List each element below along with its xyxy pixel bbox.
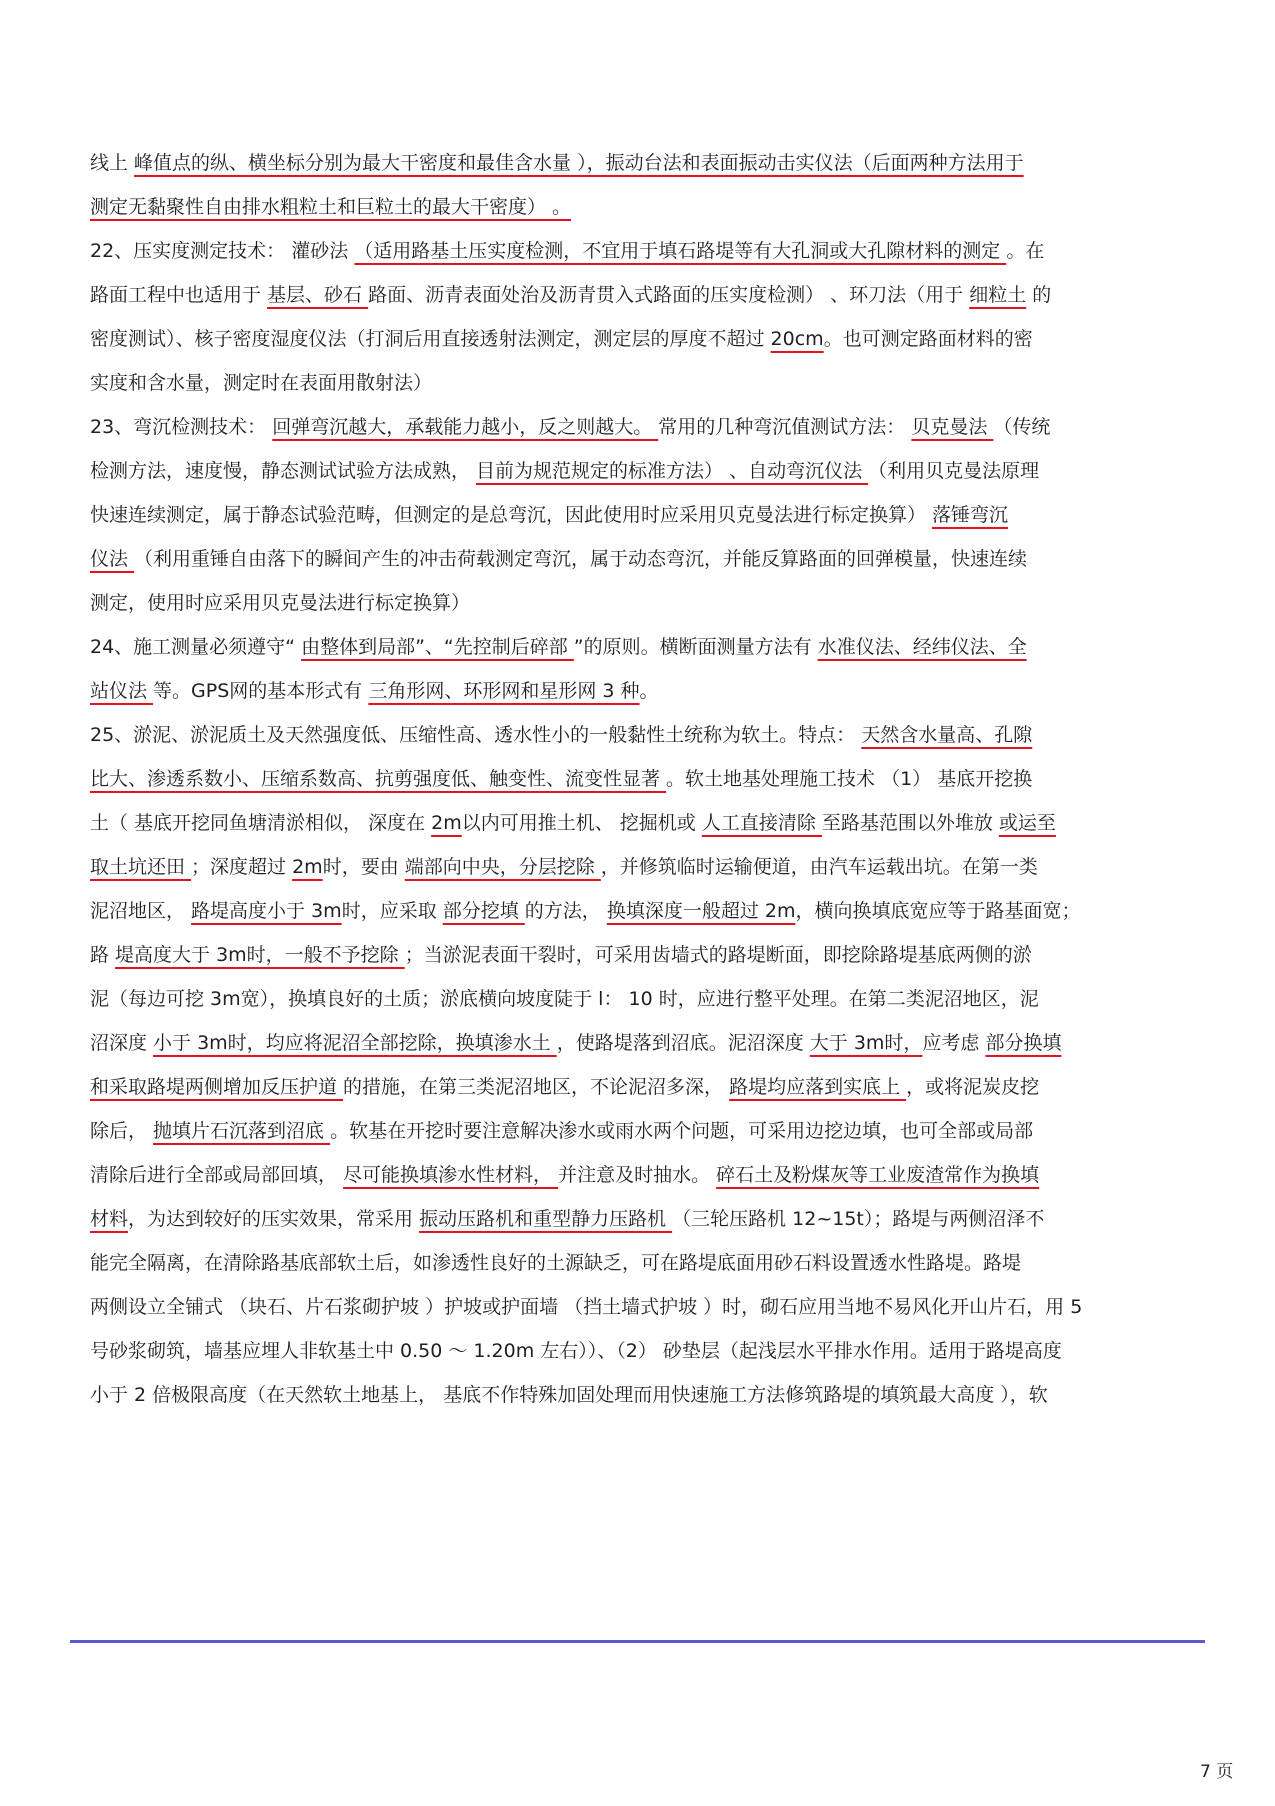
text-line — [90, 544, 1190, 574]
underlined-answer: 部分挖填 — [442, 900, 525, 922]
underlined-answer: 测定无黏聚性自由排水粗粒土和巨粒土的最大干密度） 。 — [90, 196, 572, 218]
underlined-answer: 落锤弯沉 — [932, 504, 1009, 526]
text-segment: 路面、沥青表面处治及沥青贯入式路面的压实度检测） 、环刀法（用于 — [368, 284, 970, 306]
underlined-answer: 堤高度大于 3m时，一般不予挖除 — [115, 944, 405, 966]
text-segment: ，使路堤落到沼底。泥沼深度 — [556, 1032, 810, 1054]
underlined-answer: 小于 3m时，均应将泥沼全部挖除，换填渗水土 — [153, 1032, 557, 1054]
text-line — [90, 280, 1190, 310]
underlined-answer: 取土坑还田 — [90, 856, 192, 878]
text-segment: 的方法， — [524, 900, 607, 922]
text-segment: 能完全隔离，在清除路基底部软土后，如渗透性良好的土源缺乏，可在路堤底面用砂石料设置透水性路堤。路堤 — [90, 1252, 1022, 1274]
underlined-answer: 部分换填 — [985, 1032, 1062, 1054]
text-line — [90, 1028, 1190, 1058]
text-segment: 应考虑 — [922, 1032, 986, 1054]
text-segment: 24、施工测量必须遵守“ — [90, 636, 302, 658]
text-segment: ，或将泥炭皮挖 — [906, 1076, 1040, 1098]
text-line — [90, 896, 1190, 926]
text-line — [90, 148, 1190, 178]
text-segment: 实度和含水量，测定时在表面用散射法） — [90, 372, 433, 394]
underlined-answer: 和采取路堤两侧增加反压护道 — [90, 1076, 344, 1098]
text-segment: 路面工程中也适用于 — [90, 284, 268, 306]
text-line — [90, 1116, 1190, 1146]
text-line — [90, 852, 1190, 882]
underlined-answer: （适用路基土压实度检测，不宜用于填石路堤等有大孔洞或大孔隙材料的测定 — [354, 240, 1007, 262]
underlined-answer: 比大、渗透系数小、压缩系数高、抗剪强度低、触变性、流变性显著 — [90, 768, 667, 790]
text-segment: 小于 2 倍极限高度（在天然软土地基上， 基底不作特殊加固处理而用快速施工方法修筑路堤的填筑最大高度 ），软 — [90, 1384, 1048, 1406]
text-segment: 两侧设立全铺式 （块石、片石浆砌护坡 ）护坡或护面墙 （挡土墙式护坡 ）时，砌石应用当地不易风化开山片石，用 5 — [90, 1296, 1083, 1318]
text-line — [90, 1336, 1190, 1366]
text-segment: 。软土地基处理施工技术 （1） 基底开挖换 — [666, 768, 1033, 790]
underlined-answer: 水准仪法、经纬仪法、全 — [817, 636, 1027, 658]
bottom-rule — [70, 1640, 1205, 1643]
text-line — [90, 588, 1190, 618]
text-segment: 快速连续测定，属于静态试验范畴，但测定的是总弯沉，因此使用时应采用贝克曼法进行标定换算） — [90, 504, 933, 526]
text-segment: 泥（每边可挖 3m宽），换填良好的土质；淤底横向坡度陡于 l： 10 时，应进行整平处理。在第二类泥沼地区，泥 — [90, 988, 1039, 1010]
text-line — [90, 1292, 1190, 1322]
text-segment: （传统 — [993, 416, 1051, 438]
underlined-answer: 路堤高度小于 3m — [191, 900, 342, 922]
underlined-answer: 材料 — [90, 1208, 129, 1230]
text-segment: ”的原则。横断面测量方法有 — [573, 636, 818, 658]
underlined-answer: 基层、砂石 — [267, 284, 369, 306]
text-segment: ；深度超过 — [191, 856, 293, 878]
text-segment: 路 — [90, 944, 116, 966]
underlined-answer: 振动压路机和重型静力压路机 — [419, 1208, 673, 1230]
text-segment: 泥沼地区， — [90, 900, 192, 922]
text-segment: 。也可测定路面材料的密 — [823, 328, 1033, 350]
underlined-answer: 站仪法 — [90, 680, 154, 702]
text-segment: ，并修筑临时运输便道，由汽车运载出坑。在第一类 — [600, 856, 1038, 878]
underlined-answer: 抛填片石沉落到沼底 — [153, 1120, 331, 1142]
text-line — [90, 236, 1190, 266]
text-segment: 23、弯沉检测技术： — [90, 416, 273, 438]
text-segment: 除后， — [90, 1120, 154, 1142]
underlined-answer: 由整体到局部”、“先控制后碎部 — [301, 636, 574, 658]
underlined-answer: 碎石土及粉煤灰等工业废渣常作为换填 — [716, 1164, 1040, 1186]
text-line — [90, 940, 1190, 970]
text-segment: （三轮压路机 12~15t）；路堤与两侧沼泽不 — [672, 1208, 1045, 1230]
underlined-answer: 天然含水量高、孔隙 — [861, 724, 1033, 746]
underlined-answer: 目前为规范规定的标准方法） 、自动弯沉仪法 — [476, 460, 869, 482]
underlined-answer: 2m — [292, 856, 323, 878]
text-segment: 号砂浆砌筑，墙基应埋人非软基土中 0.50 ～ 1.20m 左右））、（2） 砂垫层（起浅层水平排水作用。适用于路堤高度 — [90, 1340, 1062, 1362]
underlined-answer: ，振动台法和表面振动击实仪法（后面两种方法用于 — [586, 152, 1024, 174]
text-line — [90, 632, 1190, 662]
text-segment: 时，要由 — [322, 856, 405, 878]
text-line — [90, 984, 1190, 1014]
underlined-answer: 端部向中央，分层挖除 — [404, 856, 601, 878]
underlined-answer: 贝克曼法 — [911, 416, 994, 438]
underlined-answer: 尽可能换填渗水性材料， — [343, 1164, 559, 1186]
text-segment: 25、淤泥、淤泥质土及天然强度低、压缩性高、透水性小的一般黏性土统称为软土。特点： — [90, 724, 862, 746]
underlined-answer: 或运至 — [998, 812, 1056, 834]
underlined-answer: 人工直接清除 — [701, 812, 822, 834]
text-segment: 常用的几种弯沉值测试方法： — [658, 416, 912, 438]
underlined-answer: 细粒土 — [969, 284, 1027, 306]
text-line — [90, 1072, 1190, 1102]
text-line — [90, 324, 1190, 354]
text-line — [90, 412, 1190, 442]
text-segment: ；当淤泥表面干裂时，可采用齿墙式的路堤断面，即挖除路堤基底两侧的淤 — [404, 944, 1032, 966]
text-line — [90, 368, 1190, 398]
text-segment: 的措施，在第三类泥沼地区，不论泥沼多深， — [343, 1076, 730, 1098]
text-segment: 沼深度 — [90, 1032, 154, 1054]
text-segment: 清除后进行全部或局部回填， — [90, 1164, 344, 1186]
text-segment: 。 — [639, 680, 659, 702]
text-line — [90, 720, 1190, 750]
underlined-answer: 大于 3m时， — [809, 1032, 923, 1054]
text-line — [90, 1204, 1190, 1234]
text-segment: 时，应采取 — [341, 900, 443, 922]
text-segment: 线上 — [90, 152, 135, 174]
page-number: 7 页 — [1200, 1762, 1234, 1782]
text-segment: 的 — [1026, 284, 1052, 306]
text-segment: ，为达到较好的压实效果，常采用 — [128, 1208, 420, 1230]
text-segment: 测定，使用时应采用贝克曼法进行标定换算） — [90, 592, 471, 614]
text-segment: （利用重锤自由落下的瞬间产生的冲击荷载测定弯沉，属于动态弯沉，并能反算路面的回弹模量，快速连续 — [134, 548, 1028, 570]
text-segment: 。软基在开挖时要注意解决渗水或雨水两个问题，可采用边挖边填，也可全部或局部 — [330, 1120, 1034, 1142]
text-line — [90, 808, 1190, 838]
underlined-answer: 三角形网、环形网和星形网 3 种 — [368, 680, 640, 702]
text-segment: 土（ 基底开挖同鱼塘清淤相似， 深度在 — [90, 812, 432, 834]
text-line — [90, 1380, 1190, 1410]
text-segment: 检测方法，速度慢，静态测试试验方法成熟， — [90, 460, 477, 482]
underlined-answer: 2m — [431, 812, 462, 834]
text-segment: （利用贝克曼法原理 — [868, 460, 1040, 482]
underlined-answer: 路堤均应落到实底上 — [729, 1076, 907, 1098]
text-segment: 以内可用推土机、 挖掘机或 — [461, 812, 702, 834]
underlined-answer: 峰值点的纵、横坐标分别为最大干密度和最佳含水量 ） — [134, 152, 587, 174]
underlined-answer: 换填深度一般超过 2m — [606, 900, 796, 922]
underlined-answer: 回弹弯沉越大，承载能力越小，反之则越大。 — [272, 416, 659, 438]
text-segment: 至路基范围以外堆放 — [821, 812, 999, 834]
text-line — [90, 456, 1190, 486]
text-line — [90, 1248, 1190, 1278]
text-segment: 22、压实度测定技术： 灌砂法 — [90, 240, 355, 262]
underlined-answer: 仪法 — [90, 548, 135, 570]
text-segment: 等。GPS网的基本形式有 — [153, 680, 369, 702]
text-line — [90, 676, 1190, 706]
text-line — [90, 764, 1190, 794]
text-segment: 。在 — [1006, 240, 1045, 262]
underlined-answer: 20cm — [770, 328, 824, 350]
text-line — [90, 500, 1190, 530]
text-segment: 并注意及时抽水。 — [558, 1164, 717, 1186]
text-segment: 密度测试）、核子密度湿度仪法（打洞后用直接透射法测定，测定层的厚度不超过 — [90, 328, 771, 350]
text-line — [90, 1160, 1190, 1190]
text-segment: ，横向换填底宽应等于路基面宽； — [795, 900, 1081, 922]
text-line — [90, 192, 1190, 222]
